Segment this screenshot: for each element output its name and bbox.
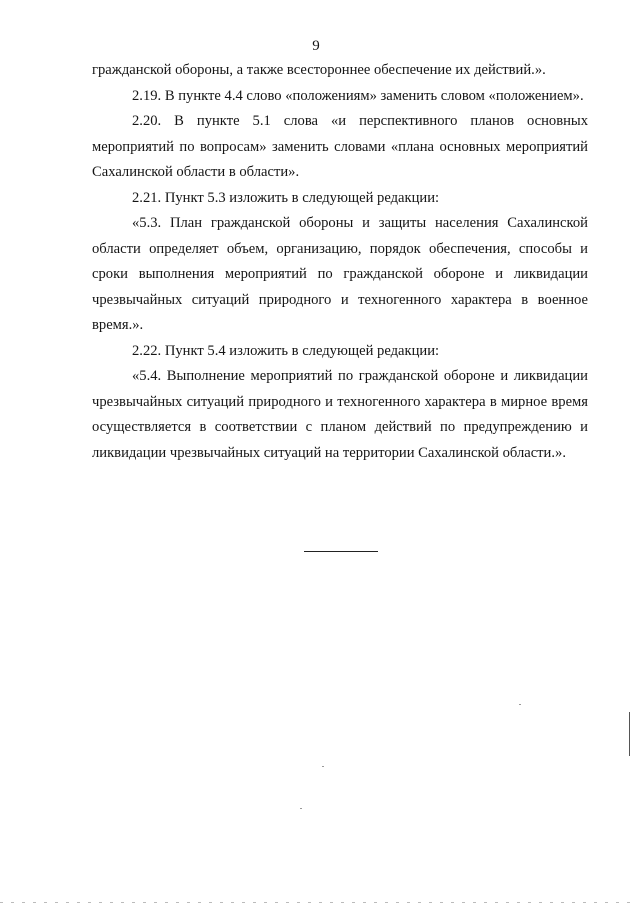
- paragraph-5-3-text: «5.3. План гражданской обороны и защиты населения Сахалинской области определяет объем, организацию, порядок обеспечения, способы и сроки выполнения мероприятий по гражданской обороне и ликвидации чрезвычайных ситуаций природного и техногенного характера в военное время.».: [92, 215, 588, 333]
- paragraph-2-22: 2.22. Пункт 5.4 изложить в следующей редакции:: [132, 342, 440, 359]
- scan-bottom-edge: [0, 902, 632, 903]
- scan-speck: [519, 704, 521, 705]
- paragraph-continuation: гражданской обороны, а также всестороннее обеспечение их действий.».: [92, 62, 546, 78]
- paragraph-2-20: 2.20. В пункте 5.1 слова «и перспективного планов основных мероприятий по вопросам» заменить словами «плана основных мероприятий Сахалинской области в области».: [92, 113, 588, 180]
- paragraph-5-4-text: «5.4. Выполнение мероприятий по гражданской обороне и ликвидации чрезвычайных ситуаций природного и техногенного характера в мирное время осуществляется в соответствии с планом действий по предупреждению и ликвидации чрезвычайных ситуаций на территории Сахалинской области.».: [92, 368, 588, 461]
- scan-edge-mark: [629, 712, 630, 756]
- document-body: [92, 58, 588, 466]
- scan-speck: [300, 808, 302, 809]
- closing-rule: [304, 551, 378, 552]
- page-number: 9: [312, 38, 320, 54]
- scan-speck: [322, 766, 324, 767]
- paragraph-2-19: 2.19. В пункте 4.4 слово «положениям» заменить словом «положением».: [132, 87, 584, 104]
- paragraph-2-21: 2.21. Пункт 5.3 изложить в следующей редакции:: [132, 189, 440, 206]
